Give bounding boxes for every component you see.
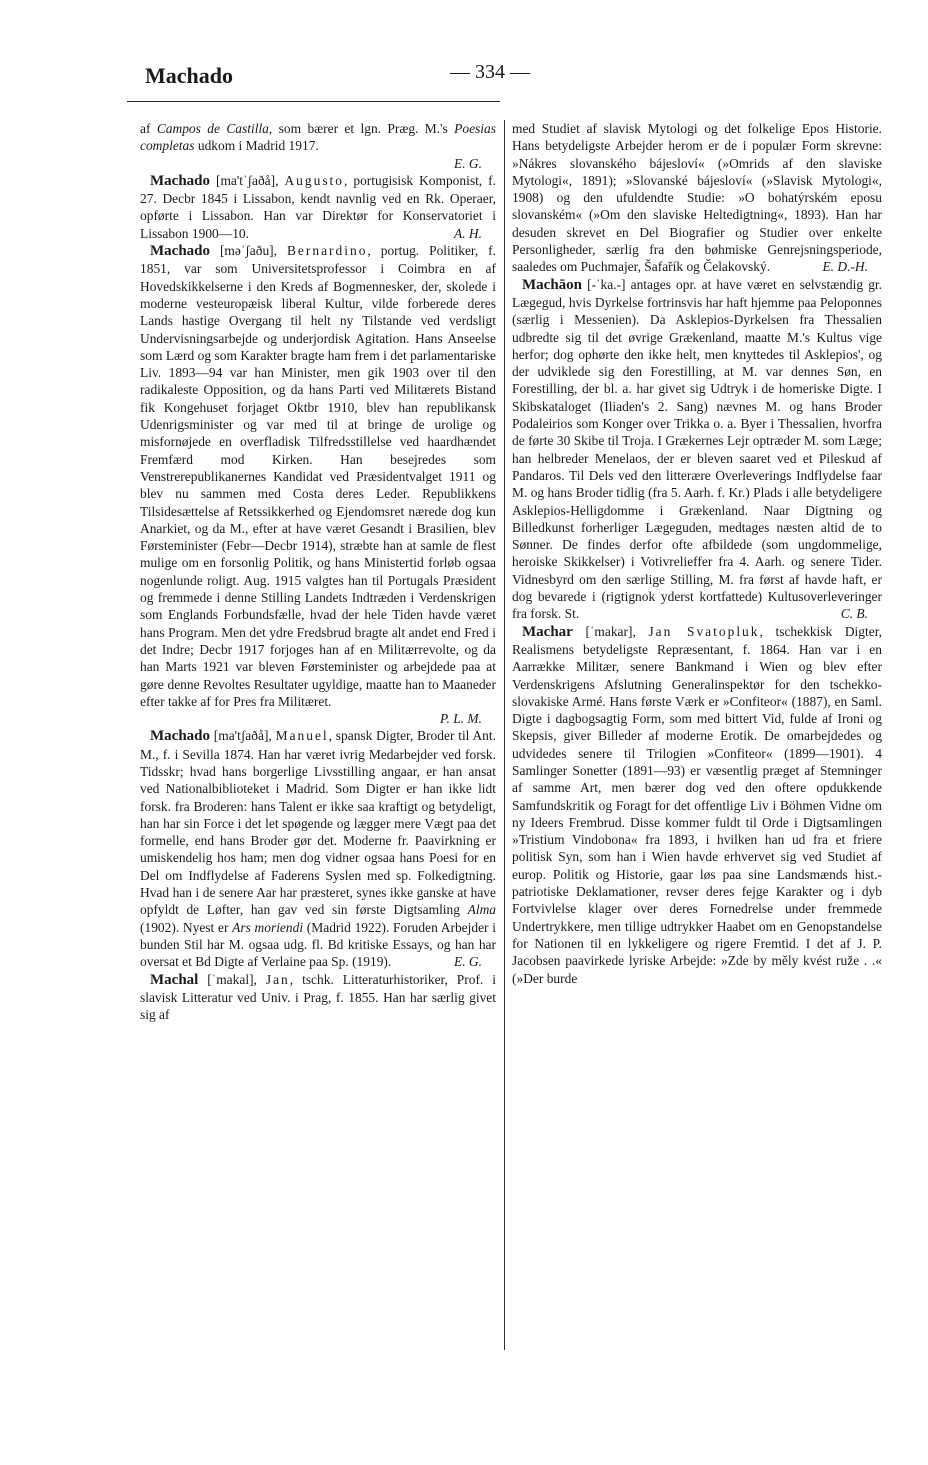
entry-machaon: Machāon [-ˈka.-] antages opr. at have været en selvstændig gr. Lægegud, hvis Dyrkelse fortrinsvis har haft hjemme paa Peloponnes (særlig i Messenien). Da Asklepios-Dyrkelsen fra Thessalien udbredte sig til det øvrige Grækenland, maatte M.'s Kultus vige herfor; dog ophørte den ikke helt, men knyttedes til Asklepios', og der udviklede sig den Forestilling, at M. var dennes Søn, en Forestilling, der bl. a. har givet sig Udtryk i de homeriske Digte. I Skibskataloget (Iliaden's 2. Sang) nævnes M. og hans Broder Podaleirios som Konger over Trikka o. a. Byer i Thessalien, hvorfra de førte 30 Skibe til Troja. I Grækernes Lejr optræder M. som Læge; han helbreder Menelaos, der er bleven saaret ved et Pileskud af Pandaros. Til Dels ved den litterære Overleverings Indflydelse faar M. og hans Broder tidlig (fra 5. Aarh. f. Kr.) Plads i alle betydeligere Asklepios-Helligdomme i Grækenland. Naar Digtning og Billedkunst forherliger Lægeguden, medtages næsten altid de to Sønner. De findes derfor ofte afbildede (som ungdommelige, heroiske Skikkelser) i Votivrelieffer fra 4. Aarh. og senere Tider. Vidnesbyrd om den særlige Stilling, M. fra først af havde haft, er dog bevarede i (rigtignok yderst kortfattede) Kultusoverleveringer fra forsk. St. C. B. [512,276,882,622]
entry-machal-continuation: med Studiet af slavisk Mytologi og det folkelige Epos Historie. Hans betydeligste Arbejder herom er de i populær Form skrevne: »Nákres slovanského bájesloví« (»Omrids af den slaviske Mytologi«, 1891); »Slovanské bájesloví« (»Slavisk Mytologi«, 1908) og den ufuldendte Studie: »O bohatýrském eposu slovanském« (»Om den slaviske Heltedigtning«, 1893). Han har desuden skrevet en Del Biografier og Studier over enkelte Personligheder, særlig fra den bøhmiske Genrejsningsperiode, saaledes om Puchmajer, Šafařík og Čelakovský. E. D.-H. [512,121,882,275]
entry-machado-manuel: Machado [ma'tʃaðå], Manuel, spansk Digter, Broder til Ant. M., f. i Sevilla 1874. Han har været ivrig Medarbejder ved forsk. Tidsskr; hvad hans borgerlige Livsstilling angaar, er han ansat ved Nationalbiblioteket i Madrid. Som Digter er han ikke lidt forsk. fra Broderen: hans Talent er ikke saa kraftigt og betydeligt, han har sin Force i det let spøgende og lægger mere Vægt paa det formelle, end hans Broder gør det. Moderne fr. Paavirkning er umiskendelig hos ham; men dog vidner ogsaa hans Poesi for en Del om Indflydelse af Faderens Syslen med sp. Folkedigtning. Hvad han i de senere Aar har præsteret, synes ikke ganske at have opfyldt de Løfter, han gav ved sin første Digtsamling Alma (1902). Nyest er Ars moriendi (Madrid 1922). Foruden Arbejder i bunden Stil har M. ogsaa udg. fl. Bd kritiske Essays, og han har oversat et Bd Digte af Verlaine paa Sp. (1919). E. G. [140,728,496,970]
left-column [140,120,496,1023]
entry-machado-bernardino: Machado [məˈʃaðu], Bernardino, portug. Politiker, f. 1851, var som Universitetsprofessor i Coimbra en af Hovedskikkelserne i den Kreds af Bogmennesker, der, skolede i moderne vesteuropæisk liberal Kultur, vilde forberede deres Lands hastige Overgang til helt ny Tilstande ved verdsligt Undervisningsarbejde og underjordisk Agitation. Hans Anseelse som Lærd og som Karakter bragte ham frem i det parlamentariske Liv. 1893—94 var han Minister, men gik 1903 over til den radikaleste Opposition, og da hans Parti ved Militærets Bistand fik Kongehuset forjaget Oktbr 1910, blev han republikansk Udenrigsminister og var med til at bringe de urolige og misfornøjede en overfladisk Tilfredsstillelse ved haardhændet Fremfærd mod Kirken. Han besejredes som Venstrerepublikanernes Kandidat ved Præsidentvalget 1911 og blev nu sammen med Costa deres Leder. Republikkens Tilsidesættelse af Retssikkerhed og Ejendomsret nærede dog kun Anarkiet, og da M., efter at have været Gesandt i Brasilien, blev Førsteminister (Febr—Decbr 1914), stræbte han at samle de flest mulige om en forsonlig Politik, og hans Ministertid forløb ogsaa nogenlunde roligt. Aug. 1915 valgtes han til Portugals Præsident og fremmede i denne Stilling Landets Indtræden i Verdenskrigen som Englands Forbundsfælle, hvad der hele Tiden havde været hans Program. Men det ydre Fredsbrud bragte alt andet end Fred i det Indre; Decbr 1917 forjoges han af en Militærrevolte, og da han Marts 1921 var bleven Førsteminister og arbejdede paa at gøre denne Revoltes Resultater ugyldige, maatte han to Maaneder efter takke af for Pres fra Militæret. P. L. M. [140,243,496,727]
page-number: — 334 — [450,61,530,83]
entry-continuation: af Campos de Castilla, som bærer et lgn. Præg. M.'s Poesias completas udkom i Madrid 1917. E. G. [140,121,496,171]
headword: Machado [150,172,210,189]
column-divider [504,120,505,1350]
entry-machar: Machar [ˈmakar], Jan Svatopluk, tschekkisk Digter, Realismens betydeligste Repræsentant, f. 1864. Han var i en Aarrække Militær, senere Bankmand i Wien og blev efter Verdenskrigens Afslutning Generalinspektør for den tschekko-slovakiske Armé. Hans første Værk er »Confiteor« (1887), en Saml. Digte i dagbogsagtig Form, som med bittert Vid, fulde af Ironi og Skepsis, giver Billeder af moderne Erotik. De omarbejdedes og udvidedes senere til Trilogien »Confiteor« (1899—1901). 4 Samlinger Sonetter (1891—93) er væsentlig præget af Stemninger af samme Art, men bærer dog ved den oftere opdukkende Samfundskritik og Foragt for det offentlige Liv i Böhmen Vidne om ny Ideers Frembrud. Disse kommer fuldt til Orde i Digtsamlingen »Tristium Vindobona« fra 1893, i hvilken han ud fra et friere politisk Syn, som han i Wien havde erhvervet sig ved Studiet af europ. Politik og Historie, gaar løs paa sine Landsmænds hist.-patriotiske Deklamationer, revser deres fejge Karakter og i dyb Fortvivlelse klager over deres Fornedrelse under fremmede Undertrykkere, men tillige udtrykker Haabet om en Genopstandelse for Nationen til en lykkeligere og rigere Fremtid. I det af J. P. Jacobsen paavirkede lyriske Arbejde: »Zde by měly kvést ruže . .« (»Der burde [512,623,882,986]
author-signature: A. H. [454,225,482,241]
headword: Machāon [522,276,582,293]
author-signature: E. D.-H. [822,259,868,275]
guide-word: Machado [145,63,233,88]
headword: Machar [522,623,573,640]
author-signature: C. B. [840,606,868,622]
entry-machal: Machal [ˈmakal], Jan, tschk. Litteraturhistoriker, Prof. i slavisk Litteratur ved Univ. i Prag, f. 1855. Han har særlig givet sig af [140,971,496,1023]
entry-machado-augusto: Machado [ma'tˈʃaðå], Augusto, portugisisk Komponist, f. 27. Decbr 1845 i Lissabon, kendt navnlig ved en Rk. Operaer, opførte i Lissabon. Han var Direktør for Konservatoriet i Lissabon 1900—10. A. H. [140,172,496,241]
headword: Machado [150,728,210,745]
author-signature: E. G. [454,155,482,171]
right-column [512,120,882,987]
headword: Machal [150,971,199,988]
headword: Machado [150,243,210,260]
author-signature: P. L. M. [440,711,482,727]
author-signature: E. G. [454,954,482,970]
page-header [128,58,530,98]
header-rule [127,101,500,102]
